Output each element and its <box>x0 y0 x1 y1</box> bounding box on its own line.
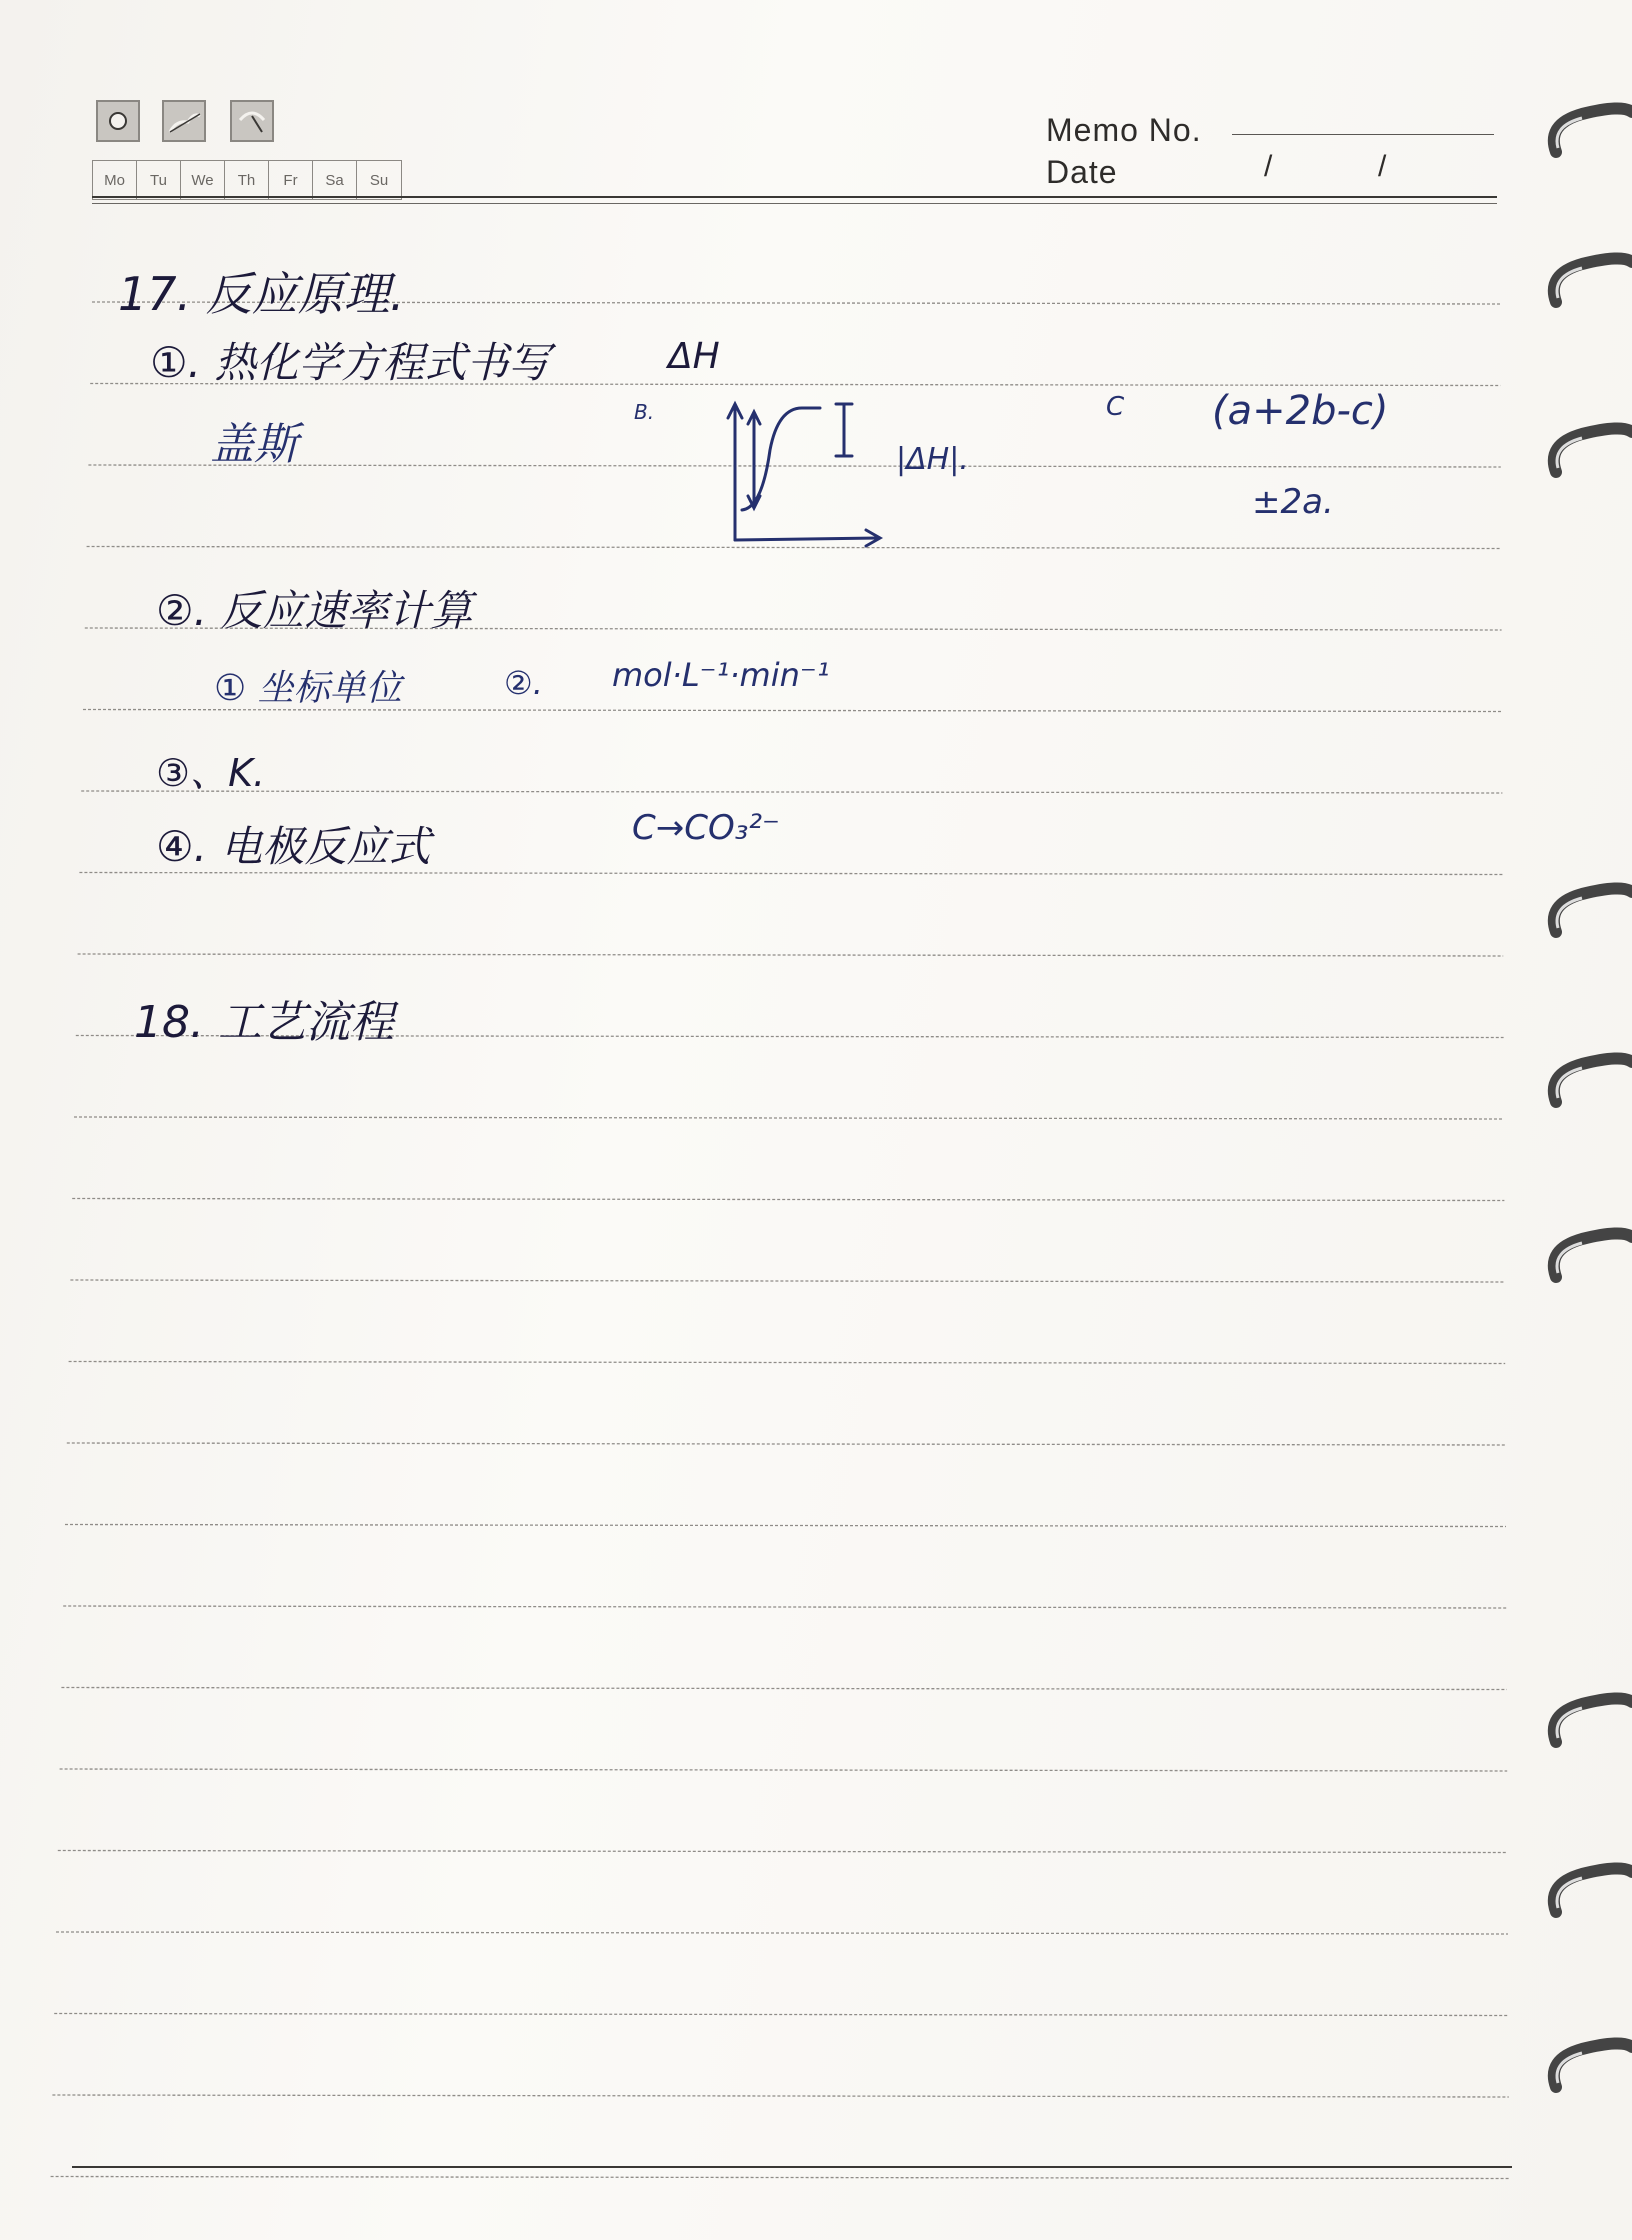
binder-ring-icon <box>1542 250 1632 320</box>
ruled-line <box>65 1525 1506 1527</box>
binder-ring-icon <box>1542 880 1632 950</box>
energy-diagram-sketch <box>720 390 890 550</box>
ruled-line <box>63 1606 1506 1608</box>
item-3-label: ③、K. <box>156 751 266 795</box>
binder-ring-icon <box>1542 100 1632 170</box>
weekday-th[interactable]: Th <box>225 161 269 199</box>
date-label: Date <box>1046 154 1118 190</box>
item-1-abs-dh: |ΔH|. <box>896 442 969 477</box>
weekday-su[interactable]: Su <box>369 171 389 189</box>
item-1-formula: (a+2b-c) <box>1212 388 1389 434</box>
weekday-sa[interactable]: Sa <box>313 161 357 199</box>
date-separator: / <box>1264 150 1273 183</box>
footer-rule <box>72 2166 1512 2168</box>
binder-ring-icon <box>1542 1860 1632 1930</box>
delta-h-label: ΔH <box>668 336 720 377</box>
ruled-line <box>60 1769 1508 1771</box>
item-2-sub-2: ②. <box>504 664 543 702</box>
weekday-mo[interactable]: Mo <box>93 161 137 199</box>
item-1-label: ①. 热化学方程式书写 <box>150 338 551 387</box>
ruled-line <box>81 791 1502 793</box>
item-2-sub-1: ① 坐标单位 <box>214 668 402 709</box>
ruled-line <box>69 1362 1506 1364</box>
ruled-line <box>70 1280 1504 1282</box>
item-2-unit: mol·L⁻¹·min⁻¹ <box>612 656 830 694</box>
memo-no-label: Memo No. <box>1046 112 1202 148</box>
ruled-line <box>51 2177 1510 2179</box>
weekday-tu[interactable]: Tu <box>137 161 181 199</box>
binder-ring-icon <box>1542 1050 1632 1120</box>
item-1-pm: ±2a. <box>1252 482 1334 522</box>
section-17-title: 17. 反应原理. <box>118 267 405 321</box>
item-1-sub-a: 盖斯 <box>210 419 298 470</box>
weekday-fr[interactable]: Fr <box>269 161 313 199</box>
ruled-line <box>74 1117 1504 1119</box>
date-separator: / <box>1378 150 1387 183</box>
item-1-sub-b: B. <box>634 400 655 424</box>
binder-ring-icon <box>1542 420 1632 490</box>
binder-ring-icon <box>1542 2035 1632 2105</box>
ruled-line <box>78 954 1504 956</box>
item-4-formula: C→CO₃²⁻ <box>632 808 780 848</box>
ruled-line <box>67 1443 1506 1445</box>
section-18-title: 18. 工艺流程 <box>134 997 394 1048</box>
ruled-line <box>58 1851 1508 1853</box>
ruled-line <box>56 1932 1508 1934</box>
ruled-line <box>54 2014 1508 2016</box>
ruled-line <box>72 1199 1504 1201</box>
binder-ring-icon <box>1542 1690 1632 1760</box>
item-4-label: ④. 电极反应式 <box>156 822 431 871</box>
weekday-we[interactable]: We <box>181 161 225 199</box>
item-2-label: ②. 反应速率计算 <box>156 586 473 635</box>
ruled-line <box>61 1688 1506 1690</box>
binder-ring-icon <box>1542 1225 1632 1295</box>
ruled-line <box>52 2095 1508 2097</box>
item-1-sub-c: C <box>1106 392 1125 422</box>
